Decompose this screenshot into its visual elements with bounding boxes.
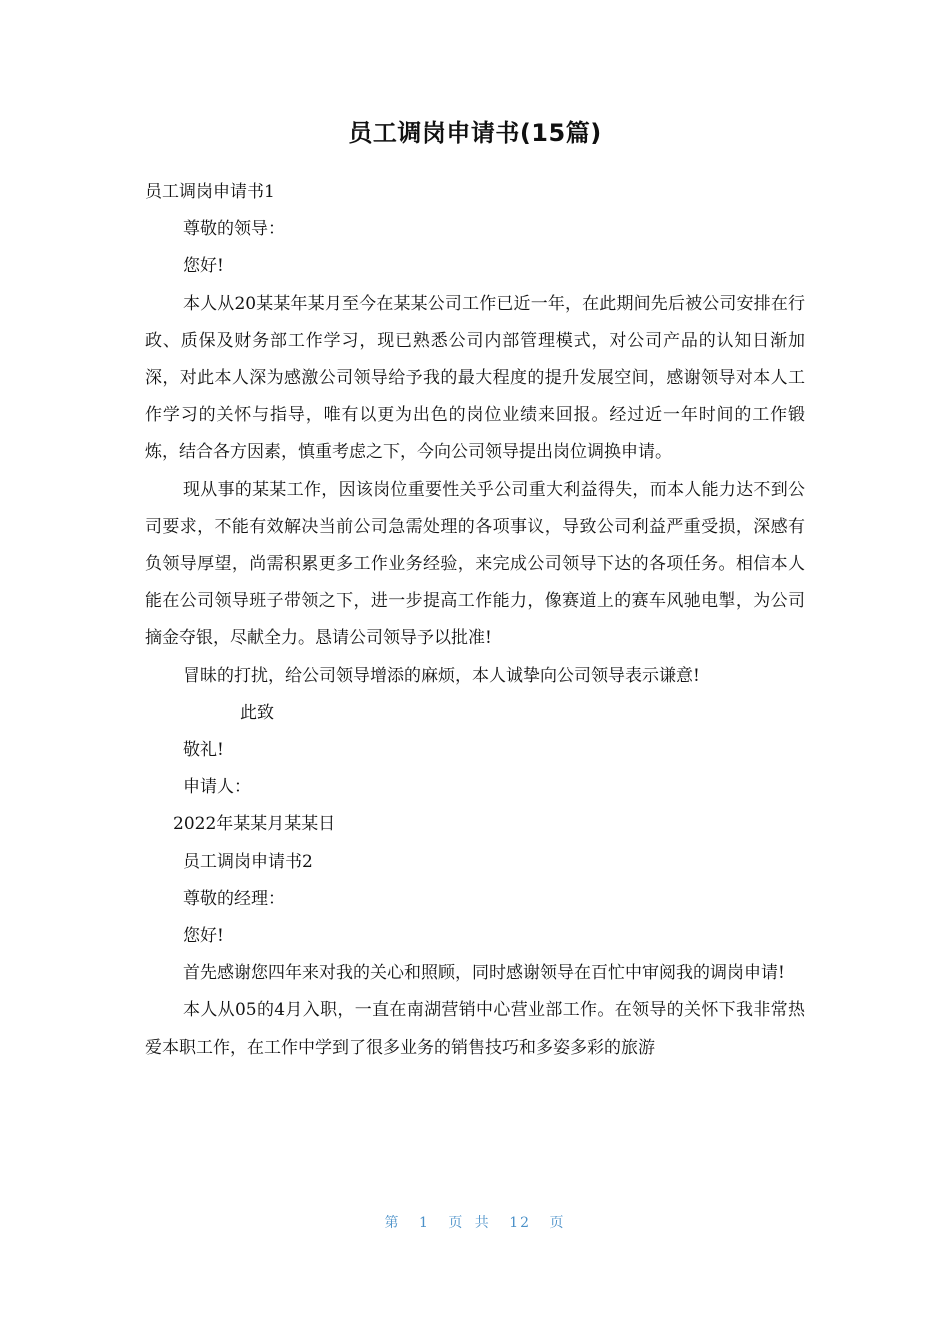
footer-total-pages: 12: [509, 1215, 532, 1231]
applicant-label: 申请人：: [183, 777, 251, 798]
greeting: 您好!: [183, 926, 224, 947]
body-paragraph: 冒昧的打扰，给公司领导增添的麻烦，本人诚挚向公司领导表示谦意!: [183, 665, 700, 686]
footer-of-label: 页 共: [448, 1215, 491, 1231]
body-paragraph: 首先感谢您四年来对我的关心和照顾，同时感谢领导在百忙中审阅我的调岗申请!: [183, 963, 785, 984]
salutation: 尊敬的经理：: [183, 888, 285, 909]
greeting: 您好!: [183, 256, 224, 277]
page-footer: [0, 1212, 950, 1232]
body-paragraph: 本人从20某某年某月至今在某某公司工作已近一年，在此期间先后被公司安排在行政、质保及财务部工作学习，现已熟悉公司内部管理模式，对公司产品的认知日渐加深，对此本人深为感激公司领导给予我的最大程度的提升发展空间，感谢领导对本人工作学习的关怀与指导，唯有以更为出色的岗位业绩来回报。经过近一年时间的工作锻炼，结合各方因素，慎重考虑之下，今向公司领导提出岗位调换申请。: [145, 293, 805, 463]
footer-page-label: 第: [384, 1215, 401, 1231]
closing-line: 此致: [240, 702, 274, 723]
document-title: 员工调岗申请书(15篇): [348, 119, 602, 147]
section-heading: 员工调岗申请书1: [145, 182, 275, 202]
closing-salute: 敬礼!: [183, 740, 224, 761]
date-line: 2022年某某月某某日: [173, 814, 336, 835]
section-heading: 员工调岗申请书2: [183, 851, 313, 872]
footer-pages-label: 页: [549, 1215, 566, 1231]
body-paragraph: 现从事的某某工作，因该岗位重要性关乎公司重大利益得失，而本人能力达不到公司要求，不能有效解决当前公司急需处理的各项事议，导致公司利益严重受损，深感有负领导厚望，尚需积累更多工作业务经验，来完成公司领导下达的各项任务。相信本人能在公司领导班子带领之下，进一步提高工作能力，像赛道上的赛车风驰电掣，为公司摘金夺银，尽献全力。恳请公司领导予以批准!: [145, 479, 805, 649]
body-paragraph: 本人从05的4月入职，一直在南湖营销中心营业部工作。在领导的关怀下我非常热爱本职工作，在工作中学到了很多业务的销售技巧和多姿多彩的旅游: [145, 1000, 805, 1058]
document-body: [145, 174, 805, 1067]
footer-current-page: 1: [418, 1215, 430, 1231]
salutation: 尊敬的领导：: [183, 219, 285, 240]
